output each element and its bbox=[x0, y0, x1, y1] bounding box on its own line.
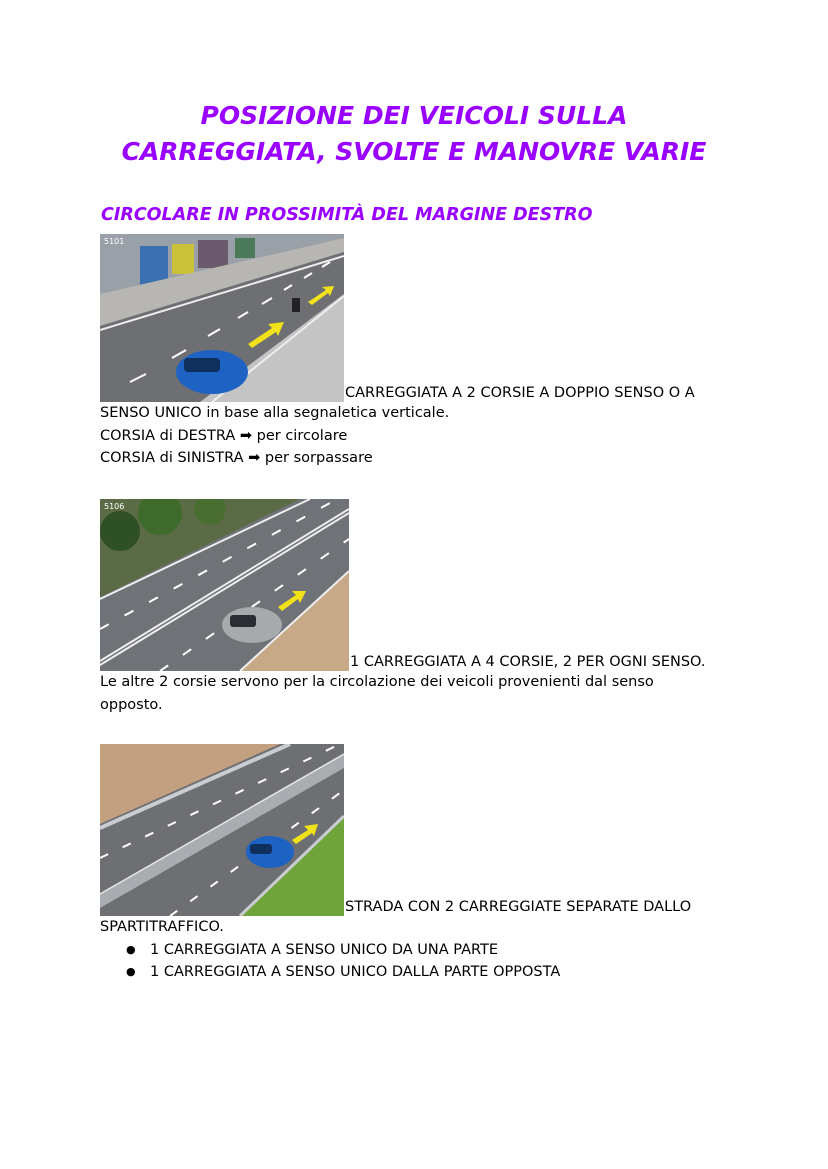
section-heading: CIRCOLARE IN PROSSIMITÀ DEL MARGINE DESTRO bbox=[101, 205, 593, 225]
block-text-line: SENSO UNICO in base alla segnaletica verticale. bbox=[100, 405, 450, 421]
block-caption: 1 CARREGGIATA A 4 CORSIE, 2 PER OGNI SENSO. bbox=[350, 654, 706, 670]
road-scene-image bbox=[100, 499, 349, 671]
block-text-line: CORSIA di DESTRA ➡ per circolare bbox=[100, 427, 348, 444]
block-text-line: Le altre 2 corsie servono per la circolazione dei veicoli provenienti dal senso bbox=[100, 674, 654, 690]
block-text-line: SPARTITRAFFICO. bbox=[100, 919, 224, 935]
road-scene-image bbox=[100, 744, 344, 916]
image-label: 5101 bbox=[104, 237, 125, 246]
bullet-item: ● 1 CARREGGIATA A SENSO UNICO DA UNA PARTE bbox=[150, 939, 740, 962]
page-title-line-1: POSIZIONE DEI VEICOLI SULLA bbox=[200, 101, 628, 130]
content-block-3 bbox=[100, 744, 740, 984]
block-text-line: CORSIA di SINISTRA ➡ per sorpassare bbox=[100, 450, 373, 466]
block-text-line: opposto. bbox=[100, 696, 163, 713]
road-scene-image bbox=[100, 234, 344, 402]
block-caption: STRADA CON 2 CARREGGIATE SEPARATE DALLO bbox=[345, 899, 692, 915]
bullet-list bbox=[100, 939, 740, 984]
content-block-2 bbox=[100, 499, 740, 716]
image-label: 5106 bbox=[104, 502, 125, 511]
page-title-line-2: CARREGGIATA, SVOLTE E MANOVRE VARIE bbox=[121, 137, 707, 166]
bullet-item: ● 1 CARREGGIATA A SENSO UNICO DALLA PARTE OPPOSTA bbox=[150, 961, 740, 984]
block-caption: CARREGGIATA A 2 CORSIE A DOPPIO SENSO O A bbox=[345, 385, 695, 401]
content-block-1 bbox=[100, 234, 740, 470]
page-title bbox=[0, 98, 828, 170]
